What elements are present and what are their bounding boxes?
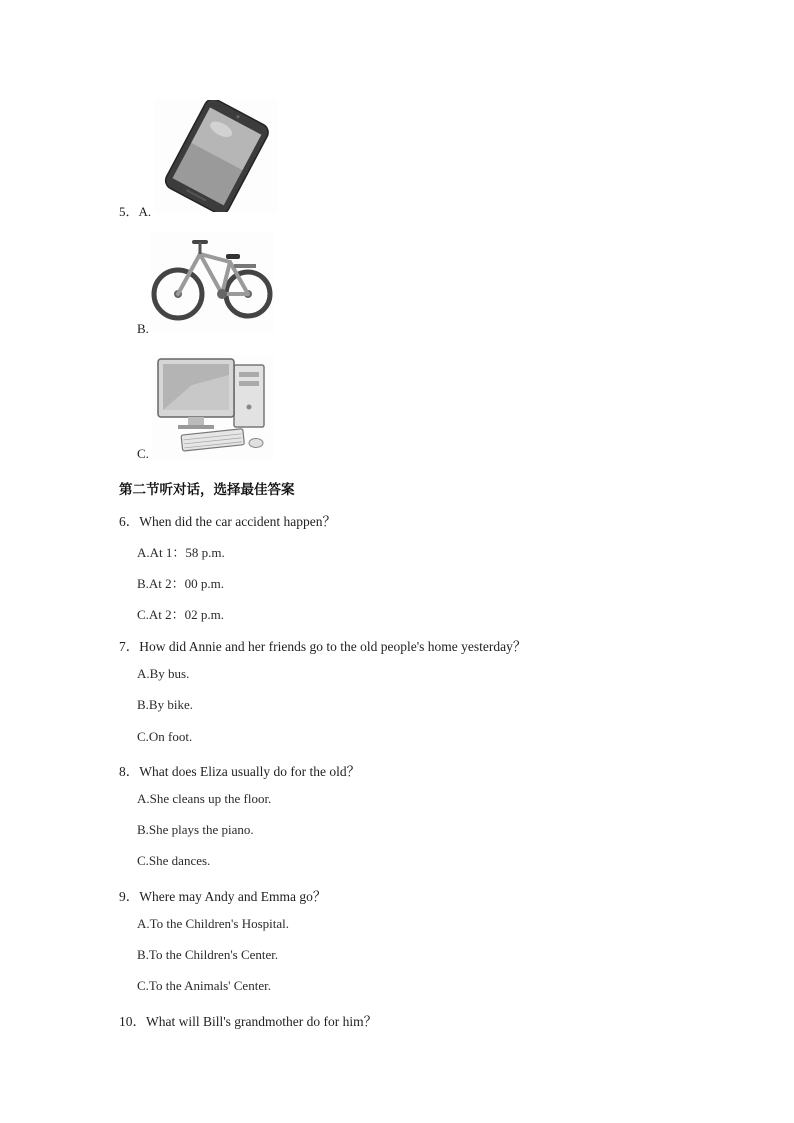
option-6c: C.At 2：02 p.m. <box>137 607 225 622</box>
smartphone-icon <box>154 100 278 212</box>
question-text: Where may Andy and Emma go？ <box>139 889 327 904</box>
question-9 <box>119 885 326 905</box>
option-b-label: B. <box>137 321 149 336</box>
desktop-computer-icon <box>152 355 274 459</box>
question-number: 6． <box>119 514 140 529</box>
question-number: 8． <box>119 764 140 779</box>
option-7c: C.On foot. <box>137 729 193 744</box>
question-text: What will Bill's grandmother do for him？ <box>146 1014 378 1029</box>
option-9a: A.To the Children's Hospital. <box>137 916 290 931</box>
question-8 <box>119 760 360 780</box>
option-9c: C.To the Animals' Center. <box>137 978 271 993</box>
question-6 <box>119 510 336 530</box>
option-6a: A.At 1：58 p.m. <box>137 545 225 560</box>
bicycle-icon <box>150 232 274 332</box>
option-8a: A.She cleans up the floor. <box>137 791 272 806</box>
option-7b: B.By bike. <box>137 697 193 712</box>
option-9b: B.To the Children's Center. <box>137 947 279 962</box>
question-text: How did Annie and her friends go to the old people's home yesterday？ <box>139 639 527 654</box>
option-6b: B.At 2：00 p.m. <box>137 576 225 591</box>
option-c-label: C. <box>137 446 149 461</box>
option-8b: B.She plays the piano. <box>137 822 254 837</box>
question-number: 10． <box>119 1014 146 1029</box>
question-10 <box>119 1010 377 1030</box>
option-8c: C.She dances. <box>137 853 211 868</box>
option-a-label: 5．A. <box>119 204 152 219</box>
question-number: 7． <box>119 639 140 654</box>
question-text: When did the car accident happen？ <box>139 514 337 529</box>
option-7a: A.By bus. <box>137 666 190 681</box>
question-text: What does Eliza usually do for the old？ <box>139 764 361 779</box>
question-number: 9． <box>119 889 140 904</box>
section-title: 第二节听对话，选择最佳答案 <box>119 482 295 498</box>
question-7 <box>119 635 526 655</box>
